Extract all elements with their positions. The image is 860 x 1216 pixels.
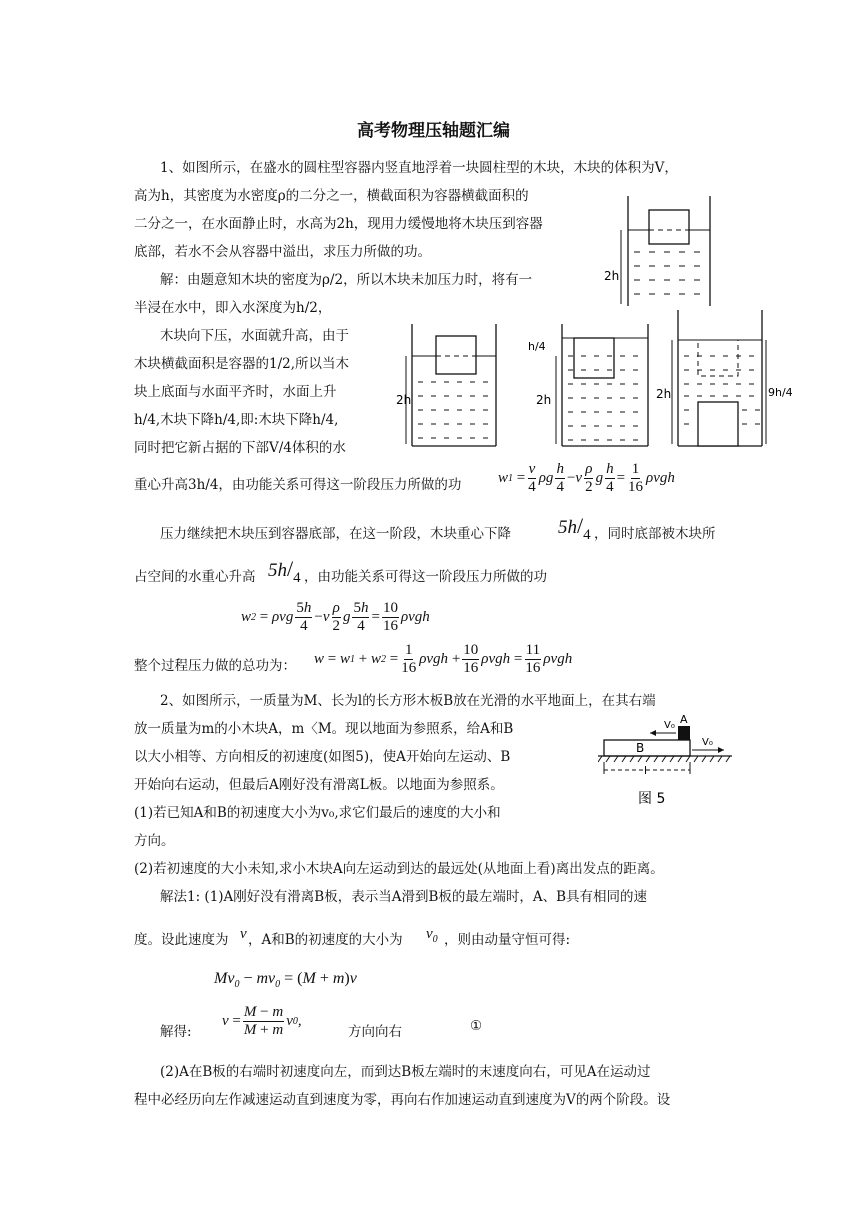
- p2-solution-4: (2)A在B板的右端时初速度向左，而到达B板左端时的末速度向右，可见A在运动过: [160, 1064, 651, 1080]
- p2-solution-5: 程中必经历向左作减速运动直到速度为零，再向右作加速运动直到速度为V的两个阶段。设: [134, 1092, 671, 1108]
- label-9h4: 9h/4: [768, 386, 793, 399]
- label-B: B: [636, 741, 645, 755]
- p1-solution-7: 同时把它新占据的下部V/4体积的水: [134, 440, 346, 456]
- p2-line-5: (1)若已知A和B的初速度大小为v₀,求它们最后的速度的大小和: [134, 805, 501, 821]
- p1-solution-9b: ，同时底部被木块所: [594, 526, 716, 542]
- figure-5: [598, 712, 734, 808]
- formula-5h4-b: $5h/_4$: [268, 556, 301, 586]
- label-h4: h/4: [528, 340, 546, 353]
- figure-container-initial: [604, 196, 714, 308]
- p1-solution-4: 木块横截面积是容器的1/2,所以当木: [134, 356, 350, 372]
- label-2h-a: 2h: [396, 393, 412, 407]
- p2-line-3: 以大小相等、方向相反的初速度(如图5)，使A开始向左运动、B: [134, 749, 511, 765]
- p2-solution-3b: 方向向右: [348, 1024, 402, 1040]
- p2-solution-1: 解法1: (1)A刚好没有滑离B板，表示当A滑到B板的最左端时，A、B具有相同的速: [160, 889, 648, 905]
- p1-line-1: 1、如图所示，在盛水的圆柱型容器内竖直地浮着一块圆柱型的木块，木块的体积为V，: [160, 160, 678, 176]
- figure-container-a: [396, 316, 500, 448]
- p2-solution-2b: ，A和B的初速度的大小为: [248, 932, 403, 948]
- label-v0-left: V₀: [664, 720, 675, 731]
- var-v: v: [240, 926, 247, 942]
- p2-solution-3c: ①: [470, 1018, 483, 1034]
- p1-solution-6: h/4,木块下降h/4,即:木块下降h/4,: [134, 412, 339, 428]
- page-title: 高考物理压轴题汇编: [357, 121, 510, 141]
- p1-solution-8: 重心升高3h/4，由功能关系可得这一阶段压力所做的功: [134, 477, 462, 493]
- formula-5h4-a: $5h/_4$: [558, 513, 591, 543]
- p1-solution-5: 块上底面与水面平齐时，水面上升: [134, 384, 337, 400]
- label-2h-initial: 2h: [604, 269, 620, 283]
- p2-line-7: (2)若初速度的大小未知,求小木块A向左运动到达的最远处(从地面上看)离出发点的距离。: [134, 861, 664, 877]
- p1-line-3: 二分之一，在水面静止时，水高为2h，现用力缓慢地将木块压到容器: [134, 216, 543, 232]
- label-A: A: [680, 713, 688, 726]
- p1-solution-10b: ，由功能关系可得这一阶段压力所做的功: [304, 569, 547, 585]
- p1-solution-1: 解：由题意知木块的密度为ρ/2，所以木块未加压力时，将有一: [160, 272, 533, 288]
- p2-line-6: 方向。: [134, 833, 175, 849]
- label-l: l: [644, 764, 648, 777]
- label-v0-right: V₀: [702, 737, 713, 748]
- var-v0: $v_0$: [426, 926, 438, 945]
- formula-w2: w 2 = ρvg $\frac{5h}{4}$ − v $\frac{\rho}{2}$ g $\frac{5h}{4}$ = $\frac{10}{16}$ ρvgh: [241, 600, 430, 634]
- p1-line-4: 底部，若水不会从容器中溢出，求压力所做的功。: [134, 244, 431, 260]
- p1-line-2: 高为h，其密度为水密度ρ的二分之一，横截面积为容器横截面积的: [134, 188, 529, 204]
- p1-solution-9: 压力继续把木块压到容器底部，在这一阶段，木块重心下降: [160, 526, 511, 542]
- p2-solution-2a: 度。设此速度为: [134, 932, 229, 948]
- p1-solution-11: 整个过程压力做的总功为：: [134, 658, 296, 674]
- p2-line-4: 开始向右运动，但最后A刚好没有滑离L板。以地面为参照系。: [134, 777, 504, 793]
- p2-line-2: 放一质量为m的小木块A，m〈M。现以地面为参照系，给A和B: [134, 721, 514, 737]
- figure-container-b: [528, 316, 654, 448]
- p2-line-1: 2、如图所示，一质量为M、长为l的长方形木板B放在光滑的水平地面上，在其右端: [160, 693, 656, 709]
- p1-solution-2: 半浸在水中，即入水深度为h/2，: [134, 300, 332, 316]
- label-2h-c: 2h: [656, 387, 672, 401]
- block-A: [678, 726, 690, 740]
- figure-5-caption: 图 5: [638, 791, 666, 807]
- p2-solution-2c: ，则由动量守恒可得:: [444, 932, 571, 948]
- formula-total: w = w 1 + w 2 = $\frac{1}{16}$ ρvgh + $\frac{10}{16}$ ρvgh = $\frac{11}{16}$ ρvgh: [314, 642, 573, 676]
- formula-momentum: $Mv_0 - mv_0 = (M + m)v$: [214, 970, 357, 991]
- label-2h-b: 2h: [536, 393, 552, 407]
- p1-solution-10: 占空间的水重心升高: [134, 569, 256, 585]
- figure-container-c: [656, 310, 796, 448]
- formula-w1: w 1 = $\frac{v}{4}$ ρg $\frac{h}{4}$ − v $\frac{\rho}{2}$ g $\frac{h}{4}$ = $\frac{1}{16}$ ρvgh: [498, 461, 675, 495]
- formula-v-result: v = $\frac{M - m}{M + m}$ v 0 ,: [222, 1004, 302, 1038]
- p1-solution-3: 木块向下压，水面就升高，由于: [160, 328, 349, 344]
- p2-solution-3: 解得:: [160, 1024, 192, 1040]
